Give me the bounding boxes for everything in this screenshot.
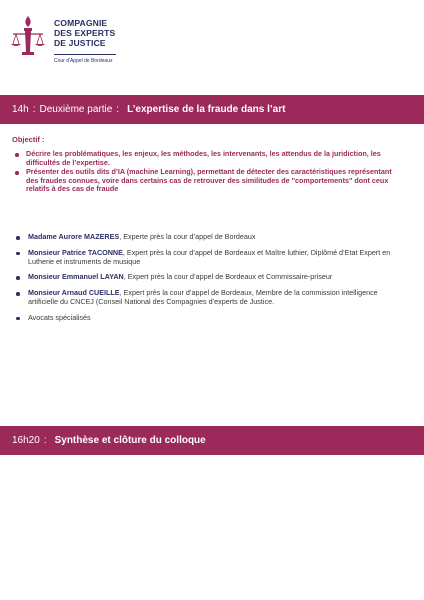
speaker-item — [12, 289, 402, 307]
organization-name — [54, 18, 115, 48]
logo-subtitle: Cour d'Appel de Bordeaux — [54, 58, 113, 64]
objective-item: Présenter des outils dits d’IA (machine Learning), permettant de détecter des caractéristiques représentant des fraudes connues, voire dans certains cas de retrouver des similitudes de "comportements" dont ceux relatifs à des cas de fraude — [12, 168, 394, 194]
session-1-separator: : — [32, 104, 36, 115]
speaker-name: Monsieur Patrice TACONNE — [28, 247, 123, 257]
session-2-separator: : — [43, 435, 47, 446]
objective-item: Décrire les problématiques, les enjeux, les méthodes, les intervenants, les attendus de la juridiction, les difficultés de l’expertise. — [12, 150, 394, 167]
session-1-separator-2: : — [116, 104, 120, 115]
objectives-list — [12, 150, 394, 195]
session-1-banner — [0, 95, 424, 124]
session-2-time: 16h20 — [12, 435, 40, 446]
speakers-list — [12, 233, 402, 330]
speaker-description: , Expert près la cour d’appel de Bordeaux, Membre de la commission intelligence artificielle du CNCEJ (Conseil National des Compagnies d’experts de Justice. — [28, 288, 378, 306]
speaker-description: , Expert près la cour d’appel de Bordeaux et Commissaire-priseur — [123, 272, 333, 282]
speaker-description: Avocats spécialisés — [28, 312, 91, 322]
session-1-part: Deuxième partie — [39, 104, 113, 115]
objectif-heading: Objectif : — [12, 135, 45, 144]
logo-divider — [54, 54, 116, 55]
speaker-item — [12, 314, 402, 323]
torch-scales-emblem-icon — [10, 14, 46, 62]
speaker-item — [12, 273, 402, 282]
session-2-topic: Synthèse et clôture du colloque — [54, 435, 206, 446]
speaker-description: , Expert près la cour d’appel de Bordeaux et Maître luthier, Diplômé d’Etat Expert en Lutherie et instruments de musique — [28, 247, 391, 266]
speaker-description: , Experte près la cour d’appel de Bordeaux — [119, 232, 256, 241]
org-line-2: DES EXPERTS — [54, 28, 116, 38]
org-line-1: COMPAGNIE — [54, 18, 108, 28]
session-2-banner — [0, 426, 424, 455]
speaker-name: Monsieur Emmanuel LAYAN — [28, 272, 124, 282]
logo — [10, 12, 190, 82]
speaker-item — [12, 249, 402, 267]
session-1-time: 14h — [12, 104, 29, 115]
speaker-name: Monsieur Arnaud CUEILLE — [28, 288, 120, 298]
session-1-topic: L’expertise de la fraude dans l’art — [127, 104, 286, 115]
org-line-3: DE JUSTICE — [54, 38, 106, 48]
speaker-name: Madame Aurore MAZERES — [28, 232, 120, 241]
speaker-item — [12, 233, 402, 242]
